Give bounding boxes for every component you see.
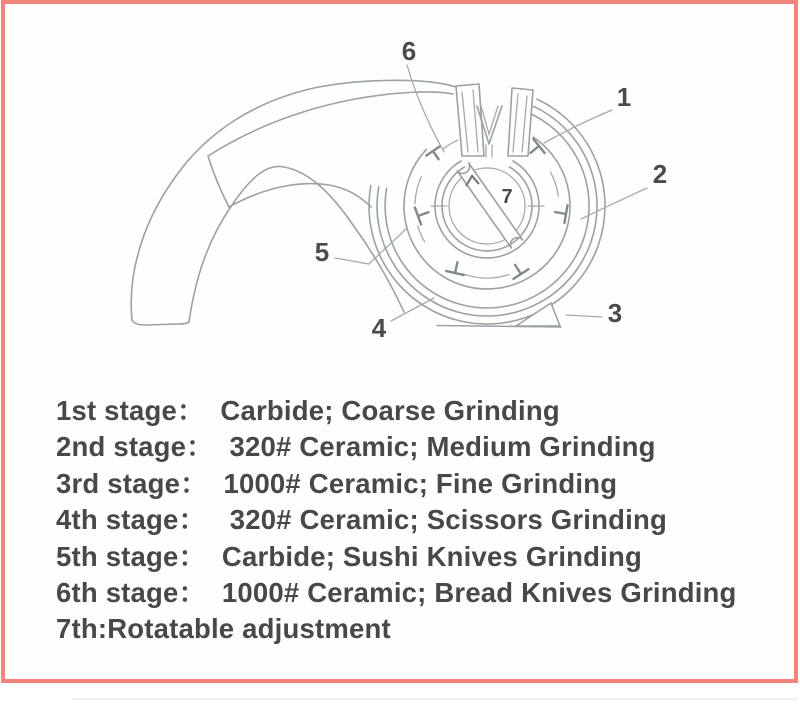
knob-slot-band: [457, 163, 522, 248]
handle-outline: [131, 80, 456, 325]
legend-line-3: 3rd stage： 1000# Ceramic; Fine Grinding: [56, 467, 618, 499]
scan-shadow-line: [72, 698, 798, 700]
callout-number-1: 1: [616, 82, 632, 112]
legend-line-6: 6th stage： 1000# Ceramic; Bread Knives Grinding: [56, 577, 737, 609]
callout-number-4: 4: [371, 313, 387, 343]
stage-legend: [56, 393, 776, 648]
callout-number-2: 2: [652, 159, 668, 189]
callout-number-7: 7: [501, 186, 513, 208]
callout-number-3: 3: [607, 298, 623, 328]
legend-line-1: 1st stage： Carbide; Coarse Grinding: [56, 395, 560, 426]
callout-number-5: 5: [314, 237, 330, 267]
sharpener-diagram: [0, 4, 800, 376]
legend-line-4: 4th stage： 320# Ceramic; Scissors Grinding: [56, 504, 667, 536]
legend-line-7: 7th:Rotatable adjustment: [56, 613, 391, 645]
leader-lines: [335, 65, 647, 321]
callout-number-6: 6: [401, 36, 417, 66]
knife-slot: [456, 84, 533, 157]
callout-numbers: [315, 36, 667, 343]
legend-line-5: 5th stage： Carbide; Sushi Knives Grinding: [56, 540, 642, 572]
legend-line-2: 2nd stage： 320# Ceramic; Medium Grinding: [56, 431, 656, 463]
adjustment-knob: [431, 161, 544, 258]
